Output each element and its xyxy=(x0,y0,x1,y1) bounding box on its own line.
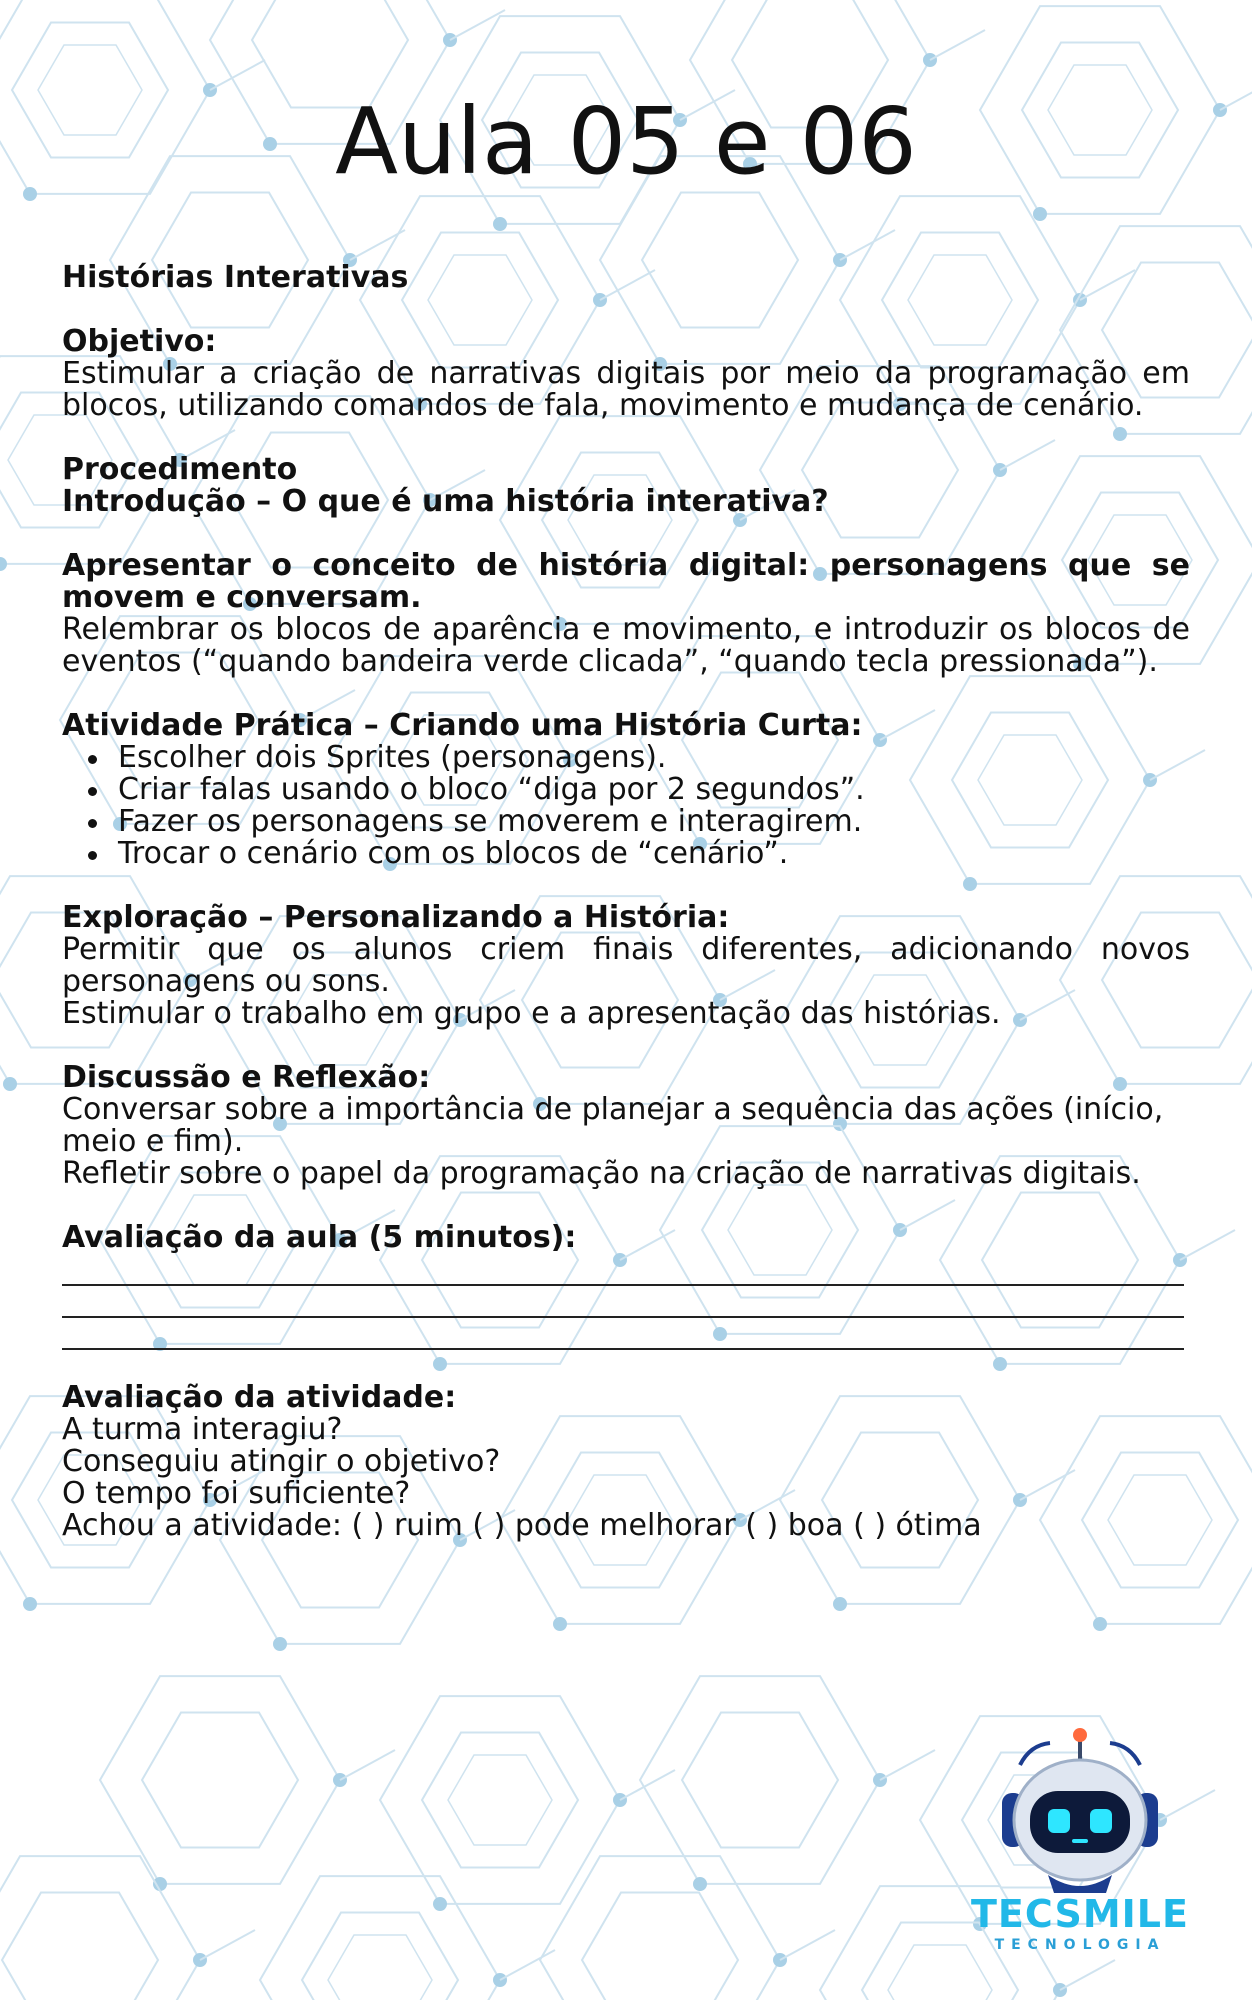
pattern-dot xyxy=(0,557,7,571)
relembrar-text: Relembrar os blocos de aparência e movimento, e introduzir os blocos de eventos (“quando bandeira verde clicada”, “quando tecla pressionada”). xyxy=(62,612,1190,679)
robot-icon xyxy=(960,1725,1200,1895)
atividade-list xyxy=(62,742,1190,870)
pattern-dot xyxy=(273,1637,287,1651)
pattern-line xyxy=(1060,1960,1115,1990)
hexagon-shape xyxy=(448,1755,552,1845)
avaliacao-atividade-heading: Avaliação da atividade: xyxy=(62,1380,457,1415)
hexagon-shape xyxy=(0,1856,200,2000)
logo-name: TECSMILE xyxy=(971,1892,1189,1936)
exploracao-text-2: Estimular o trabalho em grupo e a apresentação das histórias. xyxy=(62,996,1001,1031)
pattern-dot xyxy=(1033,207,1047,221)
apresentar-text: Apresentar o conceito de história digital: personagens que se movem e conversam. xyxy=(62,548,1190,615)
page-title: Aula 05 e 06 xyxy=(335,88,917,195)
hexagon-shape xyxy=(328,1935,432,2000)
list-item: Escolher dois Sprites (personagens). xyxy=(118,742,1190,774)
objetivo-heading: Objetivo: xyxy=(62,324,217,359)
hexagon-shape xyxy=(380,1696,620,1904)
pattern-dot xyxy=(493,217,507,231)
pattern-line xyxy=(200,1930,255,1960)
pattern-line xyxy=(500,1950,555,1980)
pattern-line xyxy=(620,1770,675,1800)
pattern-dot xyxy=(433,1897,447,1911)
pattern-dot xyxy=(23,1597,37,1611)
hexagon-shape xyxy=(640,1676,880,1884)
pattern-dot xyxy=(553,1617,567,1631)
answer-line-2[interactable] xyxy=(62,1286,1184,1318)
logo-tagline: TECNOLOGIA xyxy=(994,1937,1166,1953)
pattern-line xyxy=(210,60,265,90)
discussao-heading: Discussão e Reflexão: xyxy=(62,1060,431,1095)
pattern-dot xyxy=(833,1597,847,1611)
pattern-line xyxy=(840,230,895,260)
tecsmile-logo xyxy=(960,1725,1200,1955)
hexagon-shape xyxy=(100,1676,340,1884)
pattern-dot xyxy=(1093,1617,1107,1631)
hexagon-shape xyxy=(302,1913,458,2000)
answer-line-3[interactable] xyxy=(62,1318,1184,1350)
pattern-line xyxy=(930,30,985,60)
discussao-text-2: Refletir sobre o papel da programação na criação de narrativas digitais. xyxy=(62,1156,1141,1191)
avaliacao-question: A turma interagiu? xyxy=(62,1412,343,1447)
avaliacao-question: Conseguiu atingir o objetivo? xyxy=(62,1444,501,1479)
pattern-line xyxy=(340,1750,395,1780)
avaliacao-rating: Achou a atividade: ( ) ruim ( ) pode melhorar ( ) boa ( ) ótima xyxy=(62,1508,982,1543)
list-item: Criar falas usando o bloco “diga por 2 segundos”. xyxy=(118,774,1190,806)
pattern-line xyxy=(450,10,505,40)
pattern-line xyxy=(880,1750,935,1780)
objetivo-text: Estimular a criação de narrativas digitais por meio da programação em blocos, utilizando comandos de fala, movimento e mudança de cenário. xyxy=(62,356,1190,423)
hexagon-shape xyxy=(582,1893,738,2000)
avaliacao-question: O tempo foi suficiente? xyxy=(62,1476,411,1511)
atividade-heading: Atividade Prática – Criando uma História Curta: xyxy=(62,708,863,743)
exploracao-heading: Exploração – Personalizando a História: xyxy=(62,900,730,935)
list-item: Trocar o cenário com os blocos de “cenário”. xyxy=(118,838,1190,870)
procedimento-heading: Procedimento xyxy=(62,452,298,487)
answer-line-1[interactable] xyxy=(62,1254,1184,1286)
pattern-line xyxy=(780,1930,835,1960)
lesson-body xyxy=(62,262,1190,1542)
list-item: Fazer os personagens se moverem e interagirem. xyxy=(118,806,1190,838)
pattern-dot xyxy=(693,1877,707,1891)
exploracao-text-1: Permitir que os alunos criem finais diferentes, adicionando novos personagens ou sons. xyxy=(62,932,1190,999)
hexagon-shape xyxy=(2,1893,158,2000)
lesson-subtitle: Histórias Interativas xyxy=(62,260,409,295)
hexagon-shape xyxy=(422,1733,578,1868)
introducao-heading: Introdução – O que é uma história interativa? xyxy=(62,484,829,519)
avaliacao-aula-heading: Avaliação da aula (5 minutos): xyxy=(62,1220,577,1255)
hexagon-shape xyxy=(682,1713,838,1848)
pattern-dot xyxy=(23,187,37,201)
hexagon-shape xyxy=(142,1713,298,1848)
discussao-text-1: Conversar sobre a importância de planejar a sequência das ações (início, meio e fim). xyxy=(62,1092,1164,1159)
hexagon-shape xyxy=(260,1876,500,2000)
pattern-dot xyxy=(3,1077,17,1091)
